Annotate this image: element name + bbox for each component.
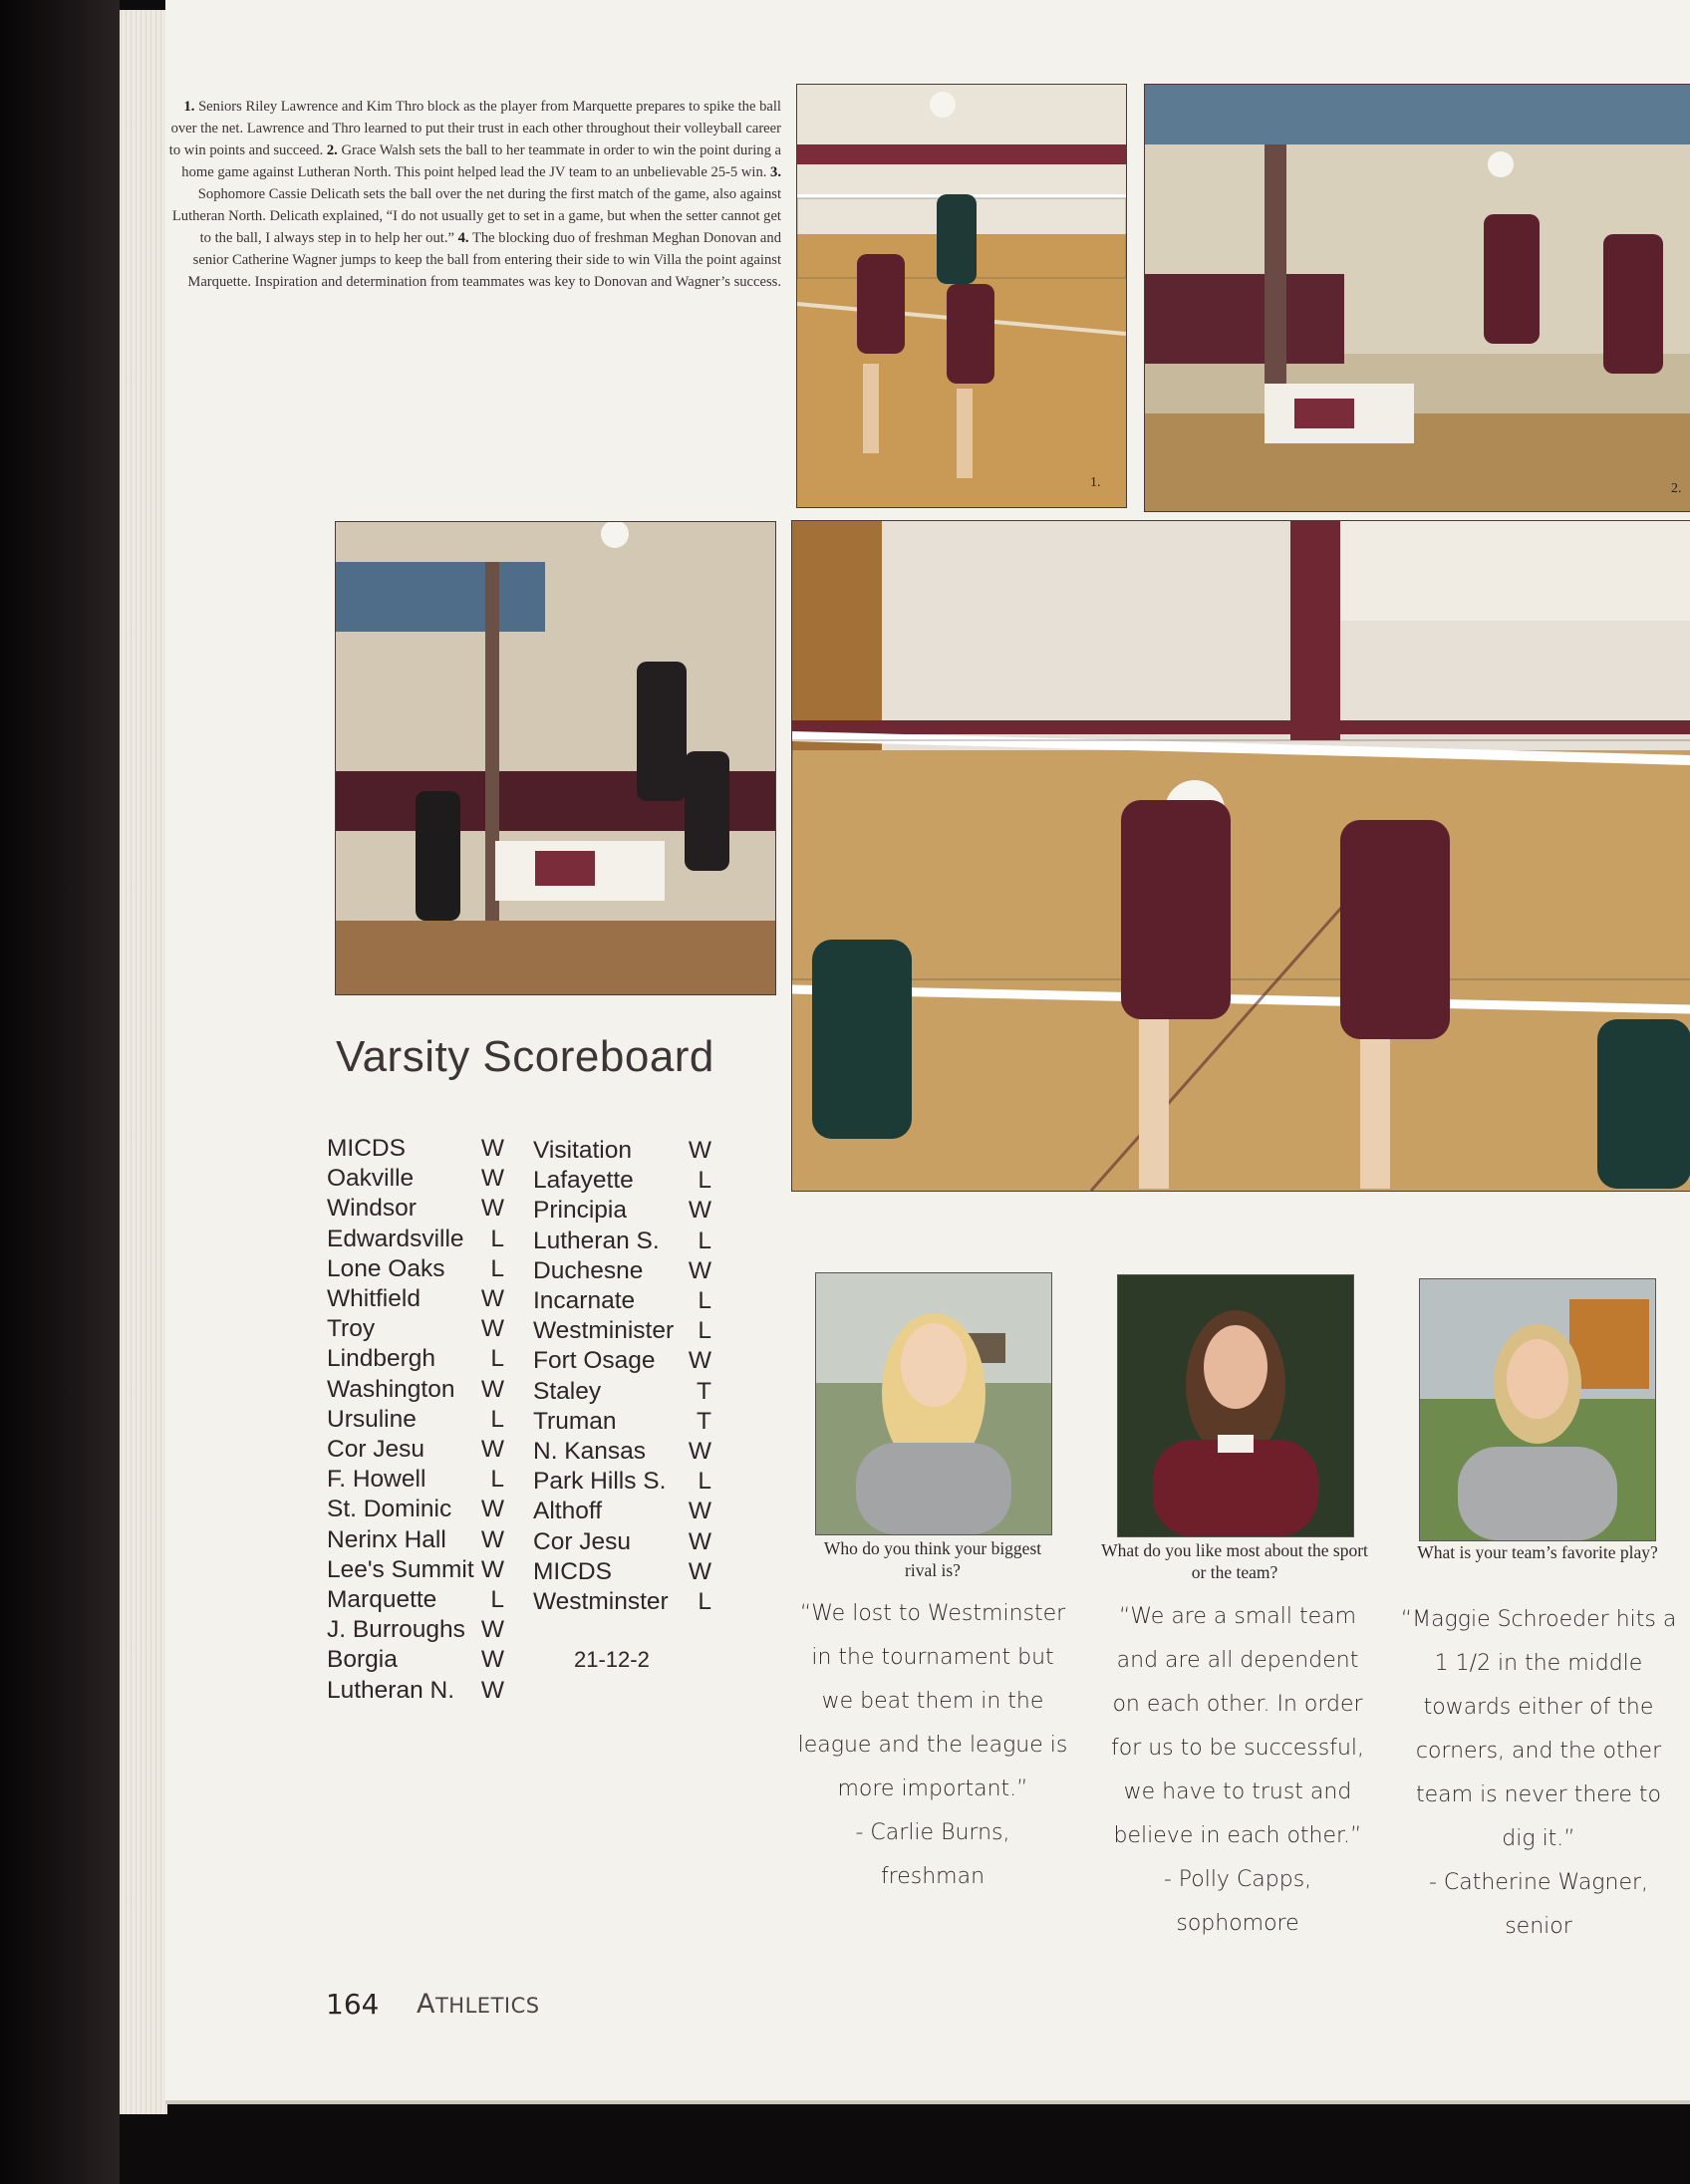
scoreboard-row <box>327 1254 504 1284</box>
opponent-name: Truman <box>533 1407 617 1435</box>
scoreboard-row <box>533 1166 711 1196</box>
interview-question-2: What do you like most about the sport or the team? <box>1101 1540 1368 1582</box>
match-result: W <box>480 1436 504 1464</box>
match-result: W <box>688 1438 711 1466</box>
section-title <box>417 1989 540 2020</box>
section-title-initial: A <box>417 1989 435 2020</box>
scoreboard-row <box>533 1136 711 1166</box>
student-grade: senior <box>1505 1914 1572 1939</box>
match-result: W <box>688 1557 711 1585</box>
match-result: L <box>490 1405 504 1433</box>
scoreboard-row <box>327 1615 504 1645</box>
opponent-name: Nerinx Hall <box>327 1525 446 1553</box>
scoreboard-right-column <box>533 1136 711 1617</box>
match-result: L <box>698 1227 711 1254</box>
volleyball-photo-2 <box>1144 84 1690 512</box>
photo-number-label: 2. <box>1671 481 1682 496</box>
opponent-name: Visitation <box>533 1137 632 1164</box>
opponent-name: Ursuline <box>327 1405 417 1433</box>
match-result: W <box>480 1616 504 1644</box>
opponent-name: MICDS <box>533 1557 612 1585</box>
interview-question-3: What is your team’s favorite play? <box>1417 1542 1658 1562</box>
opponent-name: Althoff <box>533 1498 603 1525</box>
opponent-name: Lindbergh <box>327 1345 435 1373</box>
match-result: W <box>688 1256 711 1284</box>
scoreboard-row <box>533 1407 711 1437</box>
volleyball-photo-4 <box>791 520 1690 1192</box>
scoreboard-row <box>533 1346 711 1376</box>
scoreboard-row <box>533 1316 711 1346</box>
match-result: L <box>698 1588 711 1616</box>
scoreboard-row <box>533 1256 711 1286</box>
photo-captions <box>165 96 781 293</box>
answer-quote: “Maggie Schroeder hits a 1 1/2 in the middle towards either of the corners, and the other team is never there to dig it.” <box>1400 1607 1677 1851</box>
opponent-name: N. Kansas <box>533 1438 647 1466</box>
opponent-name: Lutheran S. <box>533 1227 660 1254</box>
portrait-catherine-wagner <box>1419 1278 1656 1541</box>
match-result: W <box>480 1555 504 1583</box>
opponent-name: Cor Jesu <box>533 1527 632 1555</box>
opponent-name: Westminister <box>533 1317 675 1345</box>
scoreboard-row <box>327 1585 504 1615</box>
match-result: L <box>698 1468 711 1496</box>
match-result: T <box>697 1407 711 1435</box>
season-record: 21-12-2 <box>574 1647 650 1672</box>
student-name: - Catherine Wagner, <box>1428 1870 1649 1895</box>
scoreboard-row <box>533 1527 711 1557</box>
answer-quote: “We are a small team and are all dependent on each other. In order for us to be successful, we have to trust and believe in each other.” <box>1110 1604 1365 1848</box>
opponent-name: Troy <box>327 1315 376 1343</box>
scoreboard-row <box>327 1375 504 1405</box>
match-result: W <box>480 1135 504 1162</box>
scoreboard-row <box>327 1676 504 1706</box>
volleyball-photo-3 <box>335 521 776 995</box>
opponent-name: Duchesne <box>533 1256 644 1284</box>
match-result: W <box>688 1498 711 1525</box>
volleyball-photo-1 <box>796 84 1127 508</box>
opponent-name: Cor Jesu <box>327 1436 425 1464</box>
match-result: W <box>480 1525 504 1553</box>
match-result: W <box>688 1137 711 1164</box>
scoreboard-row <box>533 1377 711 1407</box>
caption-text-4: The blocking duo of freshman Meghan Donovan and senior Catherine Wagner jumps to keep the ball from entering their side to win Villa the point against Marquette. Inspiration and determination from teammates was key to Donovan and Wagner’s success. <box>187 230 781 290</box>
opponent-name: St. Dominic <box>327 1496 452 1523</box>
scoreboard-row <box>327 1284 504 1314</box>
opponent-name: Incarnate <box>533 1287 636 1315</box>
scoreboard-row <box>327 1495 504 1524</box>
page-number: 164 <box>326 1988 380 2021</box>
scoreboard-row <box>533 1437 711 1467</box>
scoreboard-row <box>533 1227 711 1256</box>
opponent-name: Washington <box>327 1375 455 1403</box>
book-spine <box>0 0 120 2184</box>
student-grade: freshman <box>880 1864 986 1889</box>
scoreboard-row <box>327 1134 504 1164</box>
opponent-name: Park Hills S. <box>533 1468 667 1496</box>
opponent-name: Marquette <box>327 1586 437 1614</box>
scoreboard-row <box>533 1467 711 1497</box>
caption-text-1: Seniors Riley Lawrence and Kim Thro block as the player from Marquette prepares to spike the ball over the net. Lawrence and Thro learned to put their trust in each other throughout their volleyball career to win points and succeed. <box>168 99 781 158</box>
scoreboard-row <box>327 1314 504 1344</box>
scoreboard-row <box>327 1225 504 1254</box>
scoreboard-row <box>533 1196 711 1226</box>
answer-quote: “We lost to Westminster in the tournament but we beat them in the league and the league is more important.” <box>797 1601 1068 1801</box>
scoreboard-row <box>533 1286 711 1316</box>
opponent-name: Windsor <box>327 1195 417 1223</box>
student-name: - Polly Capps, <box>1163 1867 1312 1892</box>
opponent-name: Lafayette <box>533 1167 634 1195</box>
scoreboard-row <box>533 1497 711 1526</box>
opponent-name: Lutheran N. <box>327 1676 455 1704</box>
opponent-name: Westminster <box>533 1588 669 1616</box>
scoreboard-row <box>327 1645 504 1675</box>
opponent-name: Lone Oaks <box>327 1254 445 1282</box>
opponent-name: MICDS <box>327 1135 406 1162</box>
page-edges <box>120 10 167 2114</box>
match-result: W <box>688 1527 711 1555</box>
scoreboard-row <box>327 1405 504 1435</box>
match-result: W <box>480 1165 504 1193</box>
match-result: T <box>697 1377 711 1405</box>
match-result: L <box>490 1254 504 1282</box>
portrait-carlie-burns <box>815 1272 1052 1535</box>
match-result: W <box>480 1315 504 1343</box>
match-result: L <box>490 1466 504 1494</box>
photo-number-label: 1. <box>1090 475 1101 490</box>
caption-number-2: 2. <box>326 142 338 158</box>
opponent-name: Staley <box>533 1377 602 1405</box>
match-result: L <box>698 1317 711 1345</box>
interview-question-1: Who do you think your biggest rival is? <box>823 1538 1042 1580</box>
student-name: - Carlie Burns, <box>855 1820 1010 1845</box>
scoreboard-row <box>533 1587 711 1617</box>
caption-number-1: 1. <box>183 99 195 115</box>
opponent-name: Whitfield <box>327 1285 421 1313</box>
interview-answer-2 <box>1100 1595 1375 1946</box>
scoreboard-row <box>327 1465 504 1495</box>
scoreboard-row <box>327 1194 504 1224</box>
scoreboard-row <box>533 1557 711 1587</box>
match-result: W <box>480 1375 504 1403</box>
opponent-name: Edwardsville <box>327 1225 464 1252</box>
interview-answer-3 <box>1399 1598 1678 1949</box>
scoreboard-row <box>327 1525 504 1555</box>
scoreboard-row <box>327 1435 504 1465</box>
section-title-rest: THLETICS <box>434 1994 540 2018</box>
opponent-name: J. Burroughs <box>327 1616 465 1644</box>
interview-answer-1 <box>797 1592 1068 1899</box>
caption-text-2: Grace Walsh sets the ball to her teammate in order to win the point during a home game against Lutheran North. This point helped lead the JV team to an unbelievable 25-5 win. <box>181 142 781 180</box>
opponent-name: Principia <box>533 1197 627 1225</box>
page-bottom-edge <box>165 2100 1690 2104</box>
scoreboard-row <box>327 1555 504 1585</box>
match-result: L <box>698 1287 711 1315</box>
opponent-name: Oakville <box>327 1165 415 1193</box>
portrait-polly-capps <box>1117 1274 1354 1537</box>
caption-text-3: Sophomore Cassie Delicath sets the ball over the net during the first match of the game, also against Lutheran North. Delicath explained, “I do not usually get to set in a game, but when the setter cannot get to the ball, I always step in to help her out.” <box>171 186 781 246</box>
caption-number-4: 4. <box>457 230 469 246</box>
match-result: L <box>490 1345 504 1373</box>
scoreboard-title: Varsity Scoreboard <box>336 1032 714 1081</box>
match-result: W <box>480 1285 504 1313</box>
opponent-name: Lee's Summit <box>327 1555 474 1583</box>
scoreboard-left-column <box>327 1134 504 1706</box>
match-result: W <box>688 1197 711 1225</box>
match-result: L <box>698 1167 711 1195</box>
opponent-name: Fort Osage <box>533 1347 656 1375</box>
match-result: W <box>480 1195 504 1223</box>
scoreboard-row <box>327 1164 504 1194</box>
student-grade: sophomore <box>1176 1911 1299 1936</box>
caption-number-3: 3. <box>770 164 781 180</box>
opponent-name: F. Howell <box>327 1466 426 1494</box>
match-result: W <box>480 1676 504 1704</box>
match-result: L <box>490 1586 504 1614</box>
match-result: W <box>480 1646 504 1674</box>
opponent-name: Borgia <box>327 1646 398 1674</box>
scoreboard-row <box>327 1344 504 1374</box>
match-result: L <box>490 1225 504 1252</box>
match-result: W <box>688 1347 711 1375</box>
match-result: W <box>480 1496 504 1523</box>
